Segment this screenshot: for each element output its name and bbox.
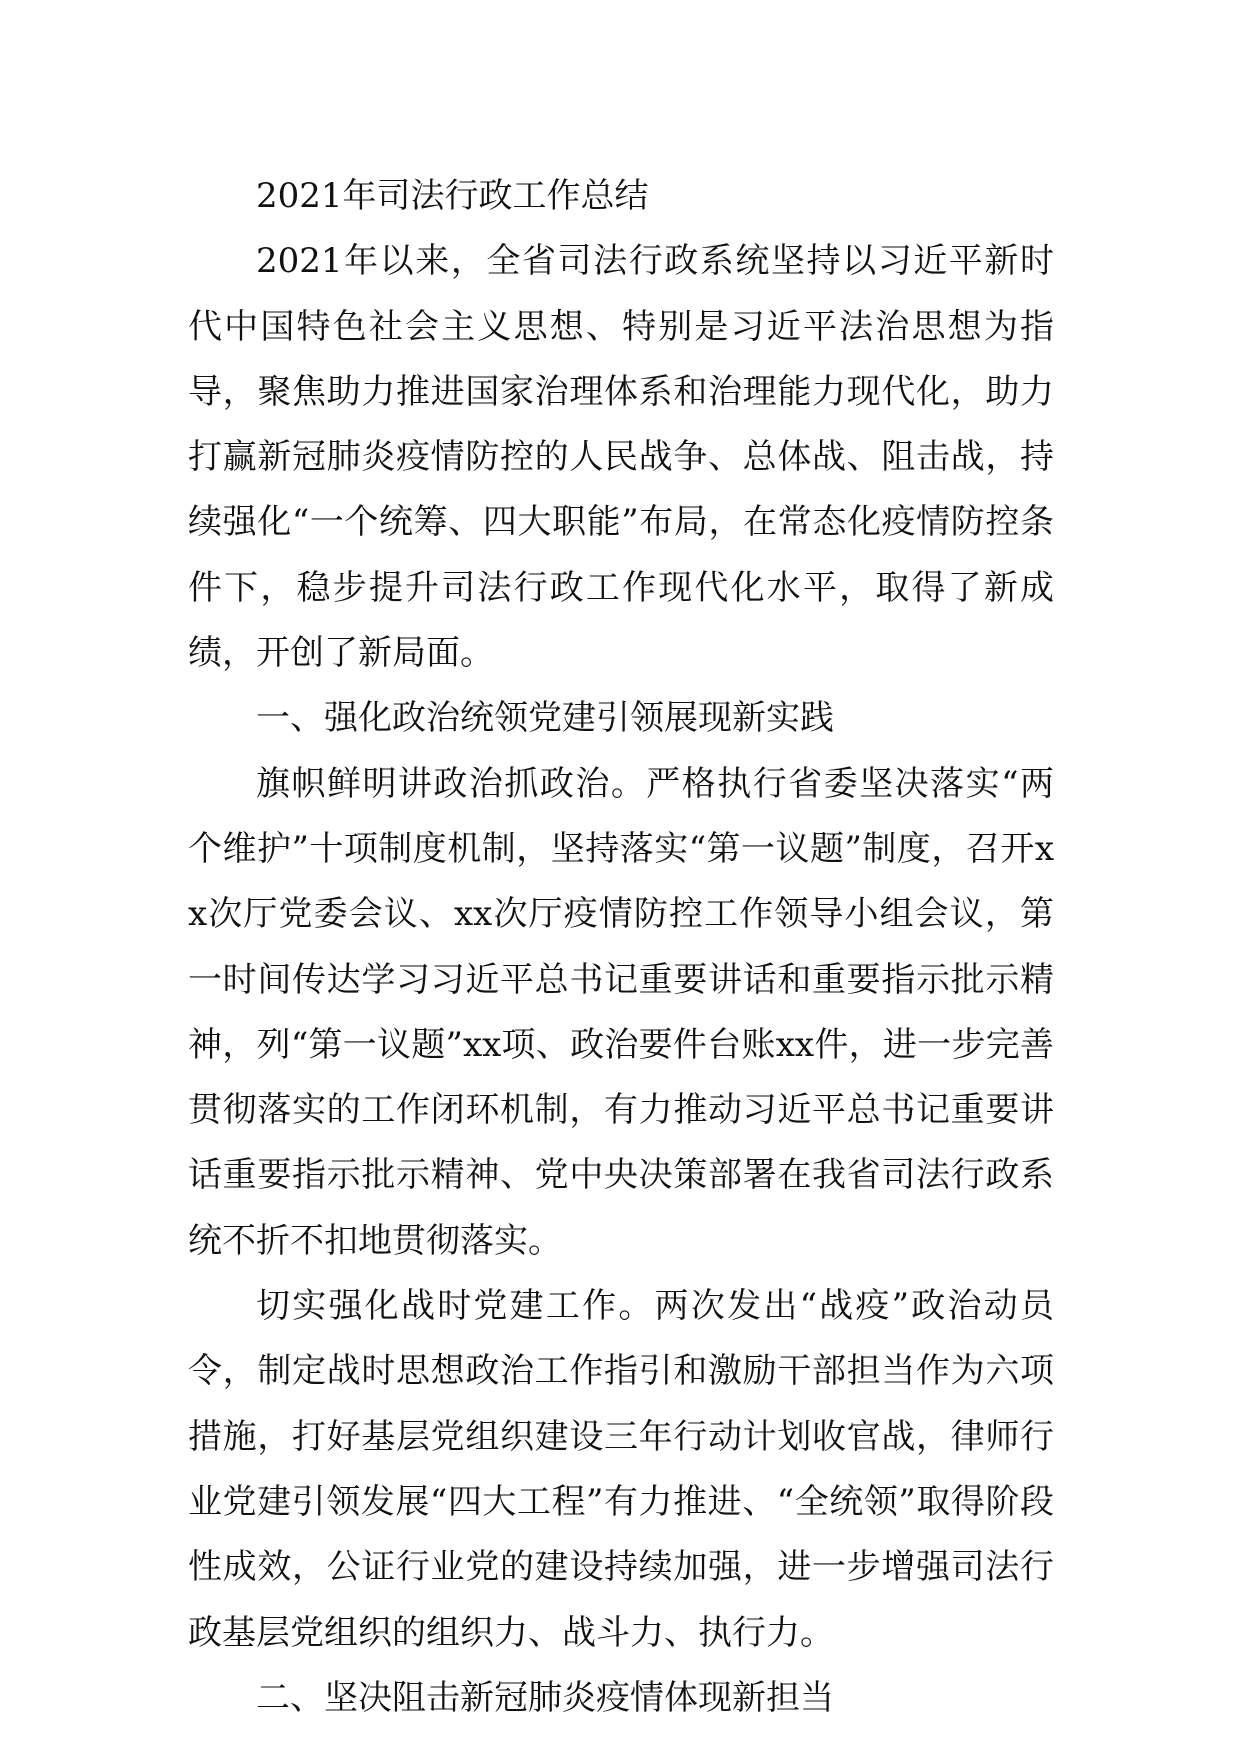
section-1-paragraph-2: 切实强化战时党建工作。两次发出“战疫”政治动员令，制定战时思想政治工作指引和激励干部担当作为六项措施，打好基层党组织建设三年行动计划收官战，律师行业党建引领发展“四大工程”有力推进、“全统领”取得阶段性成效，公证行业党的建设持续加强，进一步增强司法行政基层党组织的组织力、战斗力、执行力。 (188, 1286, 1054, 1653)
section-2-heading: 二、坚决阻击新冠肺炎疫情体现新担当 (256, 1677, 834, 1718)
document-body (188, 164, 1054, 1731)
document-title: 2021年司法行政工作总结 (256, 176, 649, 216)
section-1-paragraph-1: 旗帜鲜明讲政治抓政治。严格执行省委坚决落实“两个维护”十项制度机制，坚持落实“第一议题”制度，召开xx次厅党委会议、xx次厅疫情防控工作领导小组会议，第一时间传达学习习近平总书记重要讲话和重要指示批示精神，列“第一议题”xx项、政治要件台账xx件，进一步完善贯彻落实的工作闭环机制，有力推动习近平总书记重要讲话重要指示批示精神、党中央决策部署在我省司法行政系统不折不扣地贯彻落实。 (188, 763, 1054, 1261)
section-1-heading: 一、强化政治统领党建引领展现新实践 (256, 698, 834, 739)
intro-paragraph: 2021年以来，全省司法行政系统坚持以习近平新时代中国特色社会主义思想、特别是习近平法治思想为指导，聚焦助力推进国家治理体系和治理能力现代化，助力打赢新冠肺炎疫情防控的人民战争、总体战、阻击战，持续强化“一个统筹、四大职能”布局，在常态化疫情防控条件下，稳步提升司法行政工作现代化水平，取得了新成绩，开创了新局面。 (188, 241, 1054, 674)
